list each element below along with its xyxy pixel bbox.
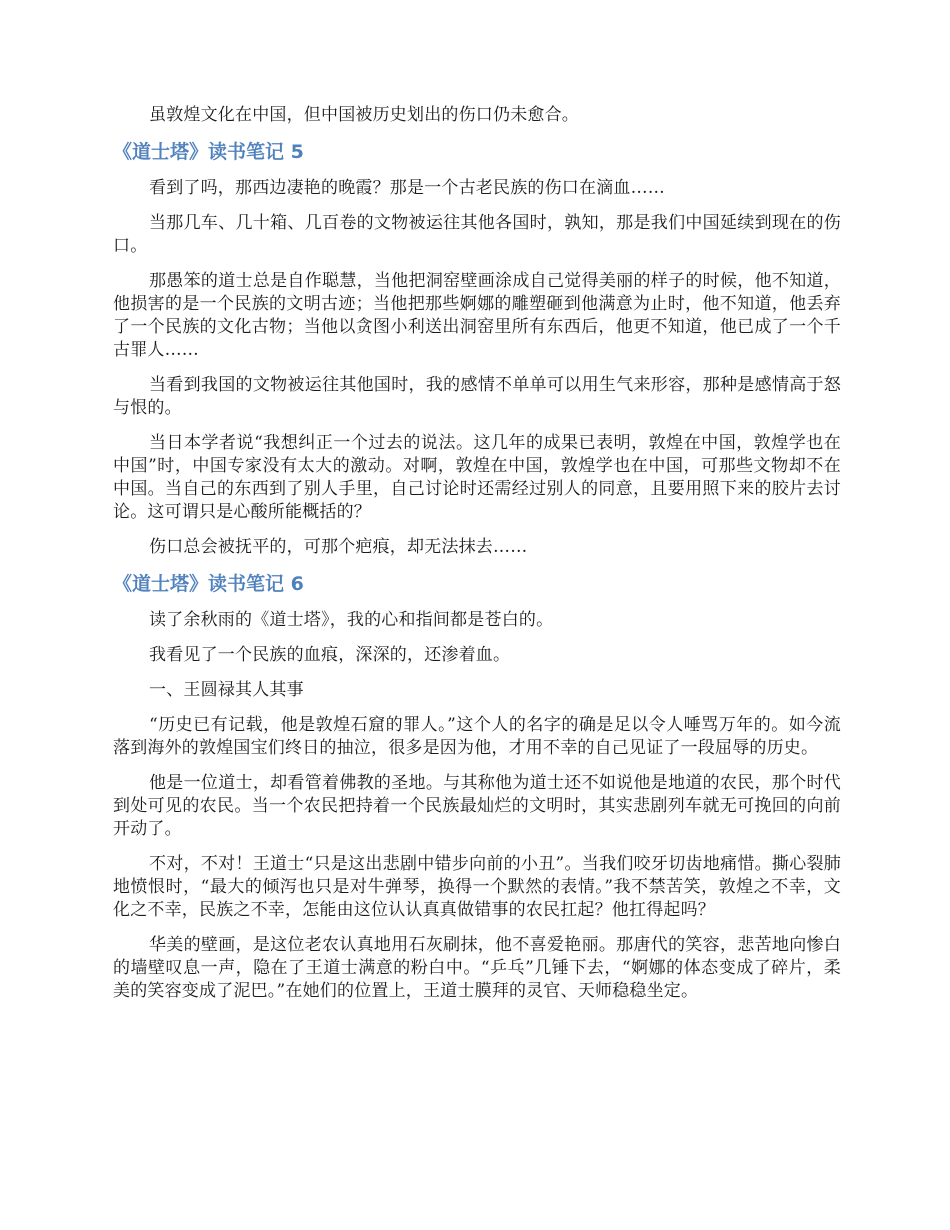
paragraph: 不对，不对！王道士“只是这出悲剧中错步向前的小丑”。当我们咬牙切齿地痛惜。撕心裂肺地愤恨时，“最大的倾泻也只是对牛弹琴，换得一个默然的表情。”我不禁苦笑，敦煌之不幸，文化之不幸，民族之不幸，怎能由这位认认真真做错事的农民扛起？他扛得起吗？ [113, 854, 841, 920]
paragraph: 他是一位道士，却看管着佛教的圣地。与其称他为道士还不如说他是地道的农民，那个时代到处可见的农民。当一个农民把持着一个民族最灿烂的文明时，其实悲剧列车就无可挽回的向前开动了。 [113, 773, 841, 839]
subheading-paragraph: 一、王圆禄其人其事 [149, 680, 304, 700]
document-page [113, 104, 841, 1015]
section-heading: 《道士塔》读书笔记 6 [113, 573, 304, 595]
paragraph: 伤口总会被抚平的，可那个疤痕，却无法抹去…… [149, 537, 528, 557]
paragraph: 虽敦煌文化在中国，但中国被历史划出的伤口仍未愈合。 [149, 105, 579, 125]
section-heading: 《道士塔》读书笔记 5 [113, 141, 304, 163]
paragraph: 当看到我国的文物被运往其他国时，我的感情不单单可以用生气来形容，那种是感情高于怒与恨的。 [113, 375, 841, 418]
paragraph: 华美的壁画，是这位老农认真地用石灰刷抹，他不喜爱艳丽。那唐代的笑容，悲苦地向惨白的墙壁叹息一声，隐在了王道士满意的粉白中。“乒乓”几锤下去，“婀娜的体态变成了碎片，柔美的笑容变成了泥巴。”在她们的位置上，王道士膜拜的灵官、天师稳稳坐定。 [113, 935, 841, 1001]
paragraph: 我看见了一个民族的血痕，深深的，还渗着血。 [149, 645, 511, 665]
paragraph: 看到了吗，那西边凄艳的晚霞？那是一个古老民族的伤口在滴血…… [149, 178, 665, 198]
paragraph: 那愚笨的道士总是自作聪慧，当他把洞窑壁画涂成自己觉得美丽的样子的时候，他不知道，他损害的是一个民族的文明古迹；当他把那些婀娜的雕塑砸到他满意为止时，他不知道，他丢弃了一个民族的文化古物；当他以贪图小利送出洞窑里所有东西后，他更不知道，他已成了一个千古罪人…… [113, 271, 841, 360]
paragraph: 当那几车、几十箱、几百卷的文物被运往其他各国时，孰知，那是我们中国延续到现在的伤口。 [113, 213, 841, 256]
paragraph: 读了余秋雨的《道士塔》，我的心和指间都是苍白的。 [149, 610, 554, 630]
paragraph: “历史已有记载，他是敦煌石窟的罪人。”这个人的名字的确是足以令人唾骂万年的。如今流落到海外的敦煌国宝们终日的抽泣，很多是因为他，才用不幸的自己见证了一段屈辱的历史。 [113, 715, 841, 758]
paragraph: 当日本学者说“我想纠正一个过去的说法。这几年的成果已表明，敦煌在中国，敦煌学也在中国”时，中国专家没有太大的激动。对啊，敦煌在中国，敦煌学也在中国，可那些文物却不在中国。当自己的东西到了别人手里，自己讨论时还需经过别人的同意，且要用照下来的胶片去讨论。这可谓只是心酸所能概括的？ [113, 433, 841, 522]
